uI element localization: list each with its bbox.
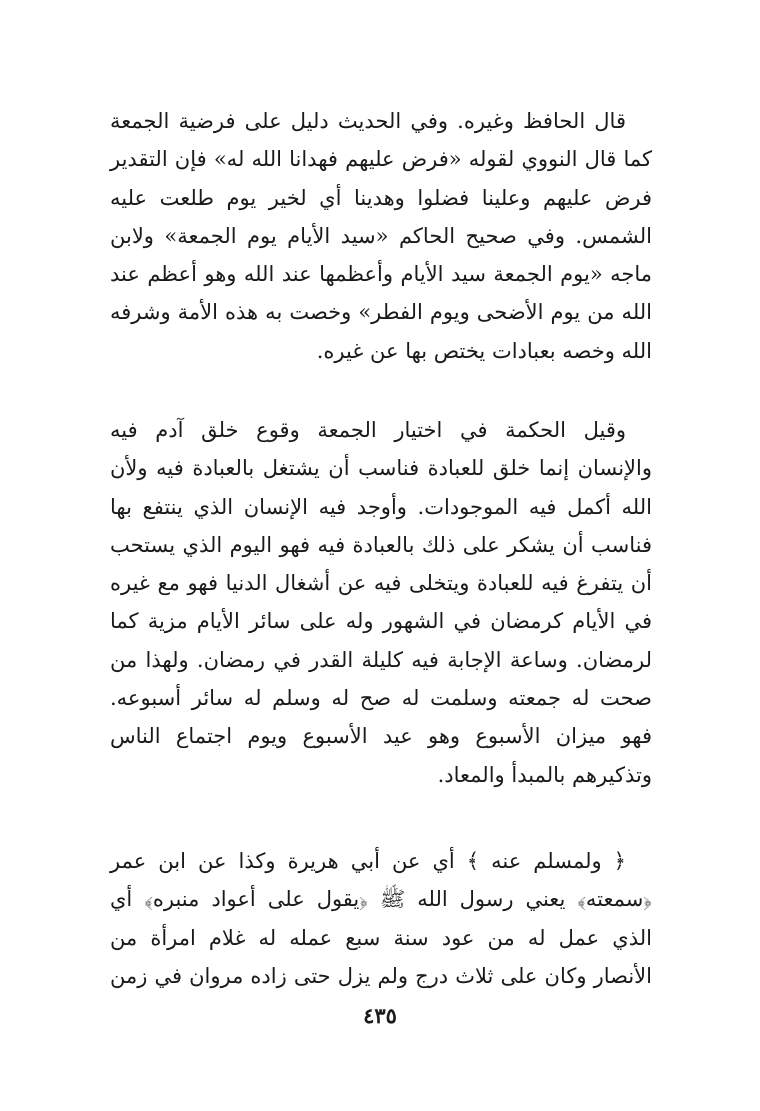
- text-line: فهو ميزان الأسبوع وهو عيد الأسبوع ويوم اجتماع الناس: [110, 724, 652, 749]
- page-number: ٤٣٥: [363, 1003, 397, 1028]
- text-line: الذي عمل له من عود سنة سبع عمله له غلام امرأة من: [110, 925, 652, 950]
- text-line: الله من يوم الأضحى ويوم الفطر» وخصت به هذه الأمة وشرفه: [110, 300, 652, 325]
- text-line: أن يتفرغ فيه للعبادة ويتخلى فيه عن أشغال الدنيا فهو مع غيره: [110, 571, 652, 596]
- text-line: فرض عليهم وعلينا فضلوا وهدينا أي لخير يوم طلعت عليه: [110, 185, 652, 210]
- text-line: لرمضان. وساعة الإجابة فيه كليلة القدر في رمضان. ولهذا من: [110, 647, 652, 672]
- paragraph-hadith-muslim: [110, 842, 652, 995]
- text-line: ﴿سمعته﴾ يعني رسول الله ﷺ ﴿يقول على أعواد منبره﴾ أي: [110, 887, 652, 912]
- paragraph-friday-obligation: [110, 102, 652, 370]
- text-line: الأنصار وكان على ثلاث درج ولم يزل حتى زاده مروان في زمن: [110, 963, 652, 988]
- text-line: الله وخصه بعبادات يختص بها عن غيره.: [316, 338, 652, 363]
- text-line: فناسب أن يشكر على ذلك بالعبادة فيه فهو اليوم الذي يستحب: [110, 532, 652, 557]
- text-line: الشمس. وفي صحيح الحاكم «سيد الأيام يوم الجمعة» ولابن: [110, 223, 652, 248]
- text-line: والإنسان إنما خلق للعبادة فناسب أن يشتغل بالعبادة فيه ولأن: [110, 456, 652, 481]
- paragraph-wisdom-of-friday: [110, 411, 652, 794]
- text-line: في الأيام كرمضان في الشهور وله على سائر الأيام مزية كما: [110, 609, 652, 634]
- text-line: الله أكمل فيه الموجودات. وأوجد فيه الإنسان الذي ينتفع بها: [110, 494, 652, 519]
- text-line: قال الحافظ وغيره. وفي الحديث دليل على فرضية الجمعة: [110, 109, 626, 133]
- text-line: ﴿ ولمسلم عنه ﴾ أي عن أبي هريرة وكذا عن ابن عمر: [110, 849, 626, 873]
- text-line: ماجه «يوم الجمعة سيد الأيام وأعظمها عند الله وهو أعظم عند: [110, 262, 652, 287]
- text-line: صحت له جمعته وسلمت له صح له وسلم له سائر أسبوعه.: [110, 686, 652, 711]
- text-line: وقيل الحكمة في اختيار الجمعة وقوع خلق آدم فيه: [110, 418, 626, 442]
- text-line: كما قال النووي لقوله «فرض عليهم فهدانا الله له» فإن التقدير: [110, 147, 652, 172]
- text-line: وتذكيرهم بالمبدأ والمعاد.: [437, 762, 652, 787]
